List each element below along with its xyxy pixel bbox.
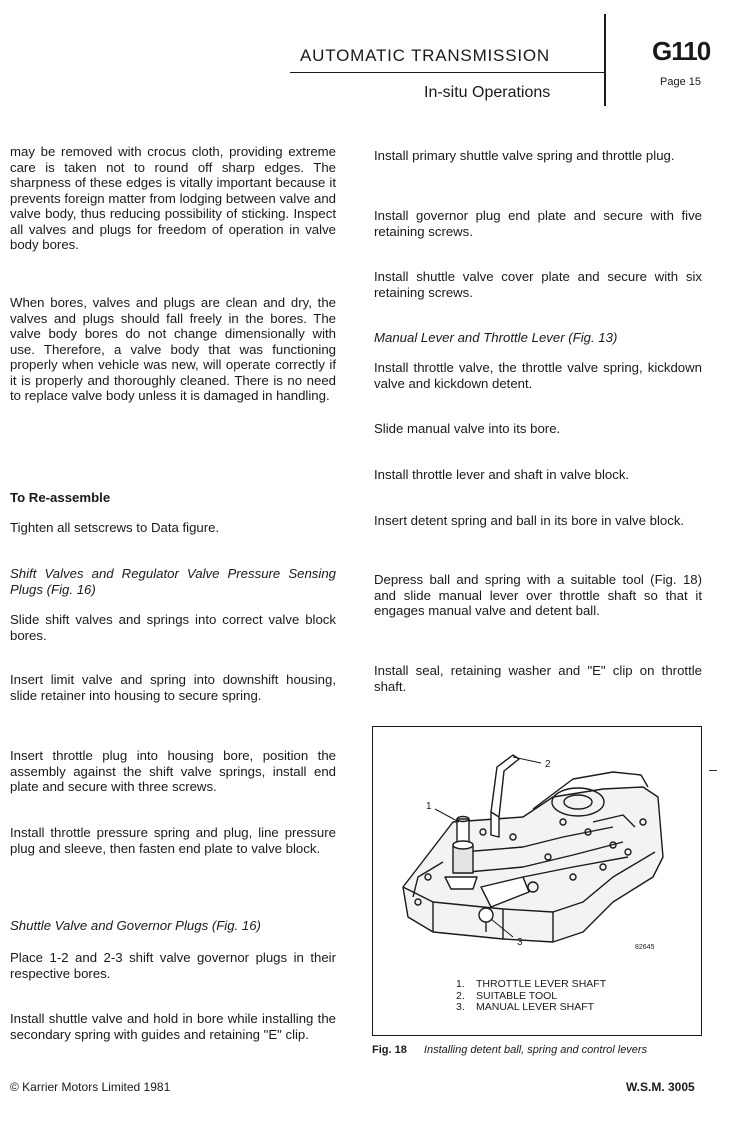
figure-caption (372, 1044, 647, 1056)
heading-re-assemble: To Re-assemble (10, 490, 111, 505)
valve-block-illustration (373, 727, 700, 977)
section-subtitle: In-situ Operations (424, 84, 551, 101)
paragraph-throttle-plug: Insert throttle plug into housing bore, position the assembly against the shift valve springs, install end plate and secure with three screws. (10, 748, 336, 794)
paragraph-tighten-setscrews: Tighten all setscrews to Data figure. (10, 520, 220, 535)
caption-text: Installing detent ball, spring and control levers (423, 1044, 648, 1056)
figure-legend (456, 979, 606, 1014)
paragraph-governor-end-plate: Install governor plug end plate and secure with five retaining screws. (374, 208, 702, 239)
paragraph-depress-ball: Depress ball and spring with a suitable tool (Fig. 18) and slide manual lever over throttle shaft so that it engages manual valve and detent ball. (374, 572, 702, 618)
figure-id: 82645 (635, 944, 655, 951)
legend-item-1: 1. THROTTLE LEVER SHAFT (456, 978, 607, 990)
document-reference: W.S.M. 3005 (626, 1080, 695, 1094)
paragraph-throttle-valve: Install throttle valve, the throttle valve spring, kickdown valve and kickdown detent. (374, 360, 702, 391)
callout-1: 1 (426, 801, 432, 812)
subheading-manual-lever: Manual Lever and Throttle Lever (Fig. 13) (374, 330, 618, 345)
header-vertical-rule (604, 14, 606, 106)
paragraph-shuttle-cover-plate: Install shuttle valve cover plate and secure with six retaining screws. (374, 269, 702, 300)
document-code: G110 (652, 36, 711, 66)
paragraph-bores-clean: When bores, valves and plugs are clean and dry, the valves and plugs should fall freely in the bores. The valve body bores do not change dimensionally with use. Therefore, a valve body that was functioning properly when vehicle was new, will operate correctly if it is properly and thoroughly cleaned. There is no need to replace valve body unless it is damaged in handling. (10, 295, 336, 403)
paragraph-limit-valve: Insert limit valve and spring into downshift housing, slide retainer into housing to secure spring. (10, 672, 336, 703)
legend-item-2: 2. SUITABLE TOOL (456, 989, 558, 1002)
caption-label: Fig. 18 (372, 1044, 407, 1056)
paragraph-detent-spring: Insert detent spring and ball in its bore in valve block. (374, 513, 685, 528)
copyright-notice: © Karrier Motors Limited 1981 (10, 1080, 171, 1094)
margin-mark (709, 770, 717, 771)
subheading-shuttle-valve: Shuttle Valve and Governor Plugs (Fig. 16) (10, 918, 261, 933)
paragraph-install-seal: Install seal, retaining washer and "E" clip on throttle shaft. (374, 663, 702, 694)
legend-item-3: 3. MANUAL LEVER SHAFT (456, 1001, 595, 1013)
page-number: Page 15 (660, 76, 701, 88)
paragraph-throttle-pressure-spring: Install throttle pressure spring and plug, line pressure plug and sleeve, then fasten end plate to valve block. (10, 825, 336, 856)
paragraph-governor-plugs: Place 1-2 and 2-3 shift valve governor plugs in their respective bores. (10, 950, 336, 981)
subheading-shift-valves: Shift Valves and Regulator Valve Pressure Sensing Plugs (Fig. 16) (10, 566, 336, 597)
paragraph-install-shuttle-valve: Install shuttle valve and hold in bore while installing the secondary spring with guides and retaining "E" clip. (10, 1011, 336, 1042)
callout-3: 3 (517, 937, 523, 948)
paragraph-throttle-lever: Install throttle lever and shaft in valve block. (374, 467, 630, 482)
paragraph-manual-valve: Slide manual valve into its bore. (374, 421, 561, 436)
section-title: AUTOMATIC TRANSMISSION (300, 46, 550, 65)
callout-2: 2 (545, 759, 551, 770)
figure-18 (372, 726, 702, 1036)
paragraph-crocus-cloth: may be removed with crocus cloth, providing extreme care is taken not to round off sharp edges. The sharpness of these edges is vitally important because it prevents foreign matter from lodging between valve and valve body, thus reducing possibility of sticking. Inspect all valves and plugs for freedom of operation in valve body bores. (10, 144, 336, 252)
header-divider (290, 72, 604, 73)
paragraph-primary-shuttle-spring: Install primary shuttle valve spring and throttle plug. (374, 148, 675, 163)
paragraph-slide-shift-valves: Slide shift valves and springs into correct valve block bores. (10, 612, 336, 643)
